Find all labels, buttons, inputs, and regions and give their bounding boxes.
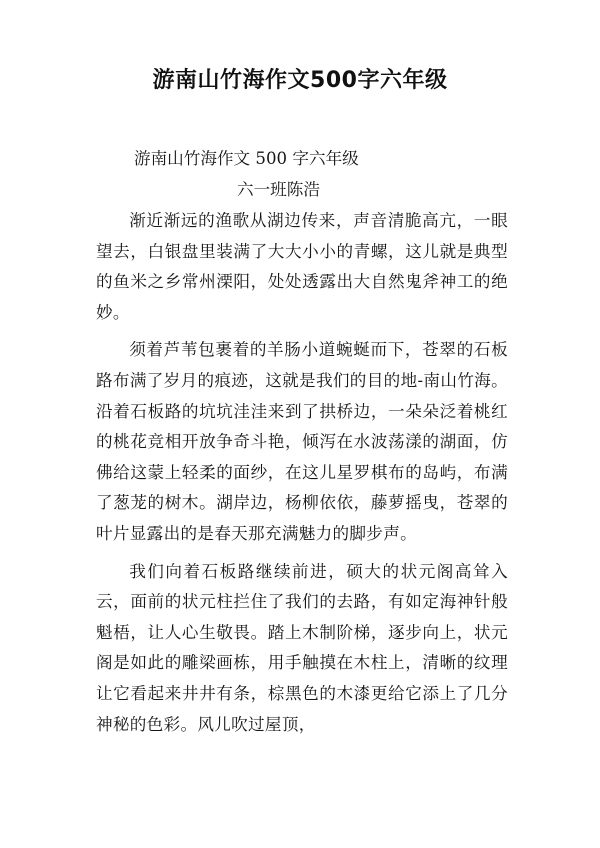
paragraph-1: 渐近渐远的渔歌从湖边传来，声音清脆高亢，一眼望去，白银盘里装满了大大小小的青螺，这儿就是典型的鱼米之乡常州溧阳，处处透露出大自然鬼斧神工的绝妙。 [96,211,508,322]
author-line: 六一班陈浩 [237,180,320,199]
essay-body [96,206,508,740]
document-subtitle: 游南山竹海作文 500 字六年级 [134,149,359,168]
paragraph-3: 我们向着石板路继续前进，硕大的状元阁高耸入云，面前的状元柱拦住了我们的去路，有如定海神针般魁梧，让人心生敬畏。踏上木制阶梯，逐步向上，状元阁是如此的雕梁画栋，用手触摸在木柱上，清晰的纹理让它看起来井井有条，棕黑色的木漆更给它添上了几分神秘的色彩。风儿吹过屋顶， [96,561,508,734]
document-title: 游南山竹海作文500字六年级 [152,68,448,93]
paragraph-2: 须着芦苇包裹着的羊肠小道蜿蜒而下，苍翠的石板路布满了岁月的痕迹，这就是我们的目的地-南山竹海。沿着石板路的坑坑洼洼来到了拱桥边，一朵朵泛着桃红的桃花竞相开放争奇斗艳，倾泻在水波荡漾的湖面，仿佛给这蒙上轻柔的面纱，在这儿星罗棋布的岛屿，布满了葱茏的树木。湖岸边，杨柳依依，藤萝摇曳，苍翠的叶片显露出的是春天那充满魅力的脚步声。 [96,340,508,543]
